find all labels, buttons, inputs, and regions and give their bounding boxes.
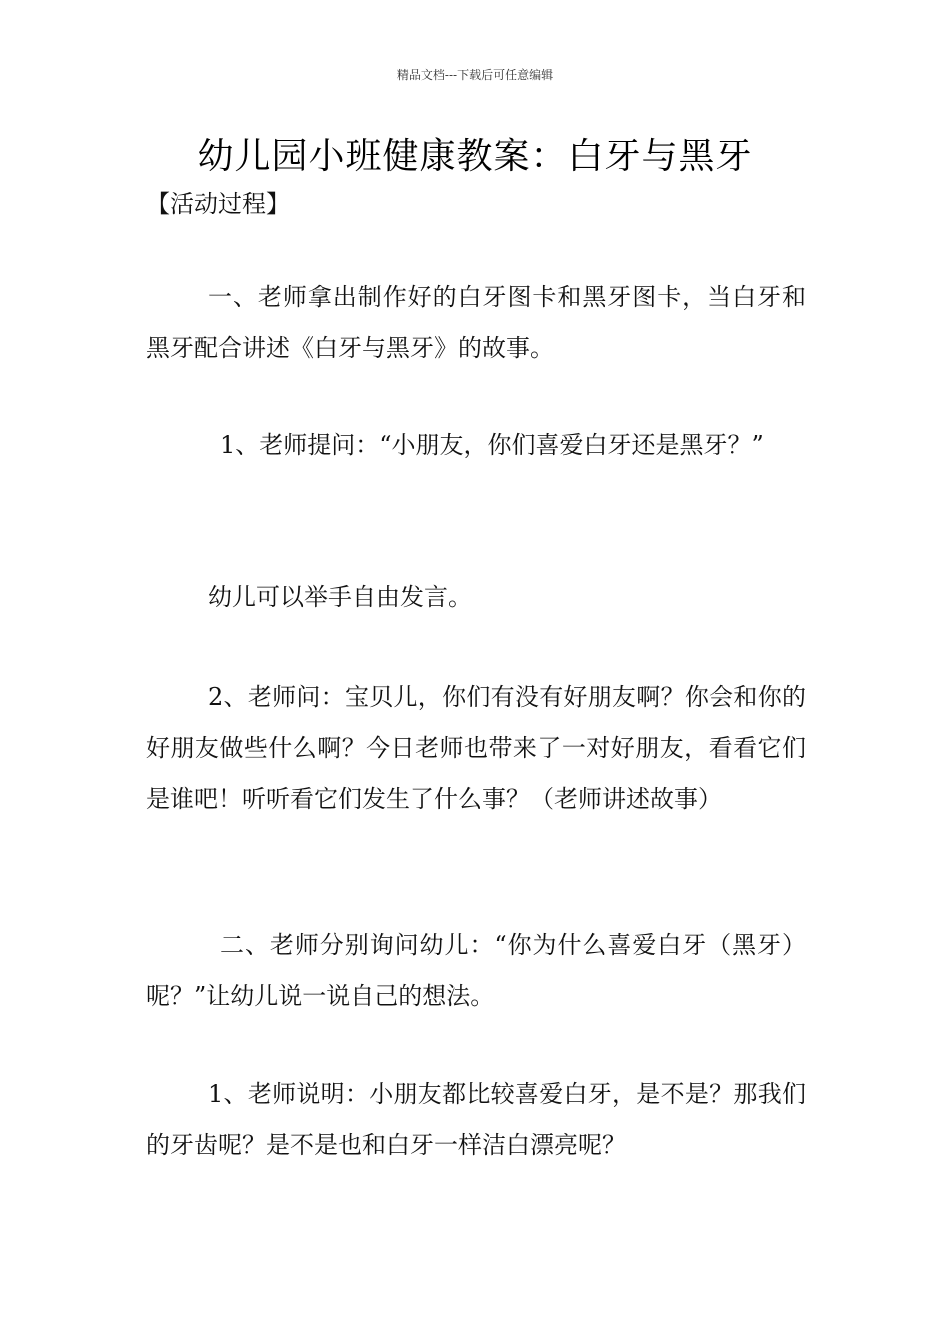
section-heading: 【活动过程】 <box>146 190 290 218</box>
paragraph-6: 1、老师说明：小朋友都比较喜爱白牙，是不是？那我们的牙齿呢？是不是也和白牙一样洁白漂亮呢？ <box>146 1080 806 1159</box>
paragraph-4: 2、老师问：宝贝儿，你们有没有好朋友啊？你会和你的好朋友做些什么啊？今日老师也带来了一对好朋友，看看它们是谁吧！听听看它们发生了什么事？（老师讲述故事） <box>146 683 806 813</box>
paragraph-1: 一、老师拿出制作好的白牙图卡和黑牙图卡，当白牙和黑牙配合讲述《白牙与黑牙》的故事。 <box>146 283 806 362</box>
document-title: 幼儿园小班健康教案：白牙与黑牙 <box>197 136 753 177</box>
header-note: 精品文档---下载后可任意编辑 <box>396 68 554 82</box>
paragraph-2: 1、老师提问：“小朋友，你们喜爱白牙还是黑牙？” <box>220 431 764 459</box>
paragraph-3: 幼儿可以举手自由发言。 <box>208 583 472 611</box>
paragraph-5: 二、老师分别询问幼儿：“你为什么喜爱白牙（黑牙）呢？”让幼儿说一说自己的想法。 <box>146 931 806 1010</box>
